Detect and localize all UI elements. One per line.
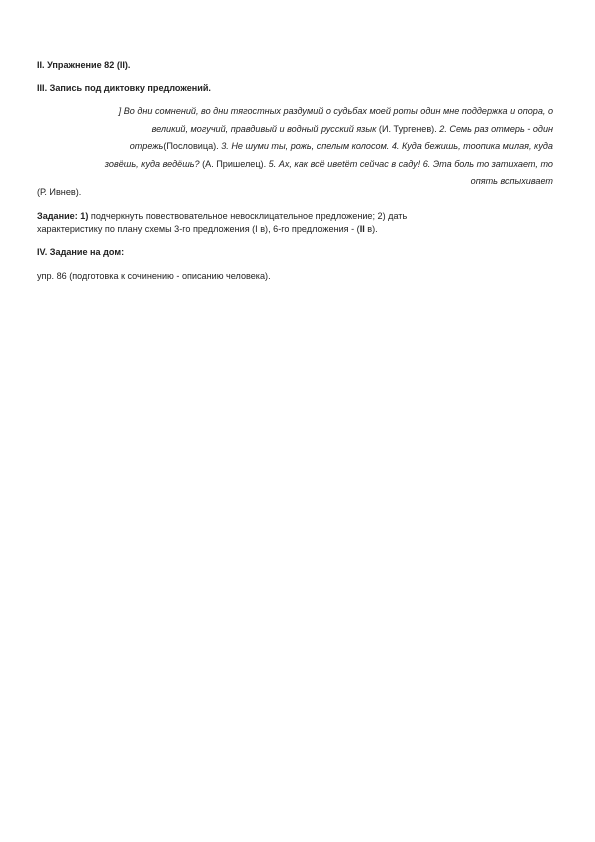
dictation-line [37, 141, 553, 152]
dictation-line [37, 159, 553, 170]
dictation-fragment: ] Во дни сомнений, во дни тягостных раздумий о судьбах моей роты один мне поддержка и опора, о [118, 106, 553, 116]
task-text-2-end: в). [364, 224, 378, 234]
dictation-fragment: 5. Ах, как всё ивetёт сейчас в саду! 6. Эта боль то затихает, то [268, 158, 553, 169]
dictation-fragment: 3. Не шуми ты, рожь, спелым колосом. 4. Куда бежишь, тоопика милая, куда [221, 141, 553, 151]
dictation-fragment: великий, могучий, правдивый и водный русский язык [151, 123, 377, 134]
task-roman-bold: II [359, 224, 365, 234]
dictation-fragment: зовёшь, куда ведёшь? [104, 158, 200, 169]
dictation-fragment: (Пословица). [163, 141, 222, 151]
homework-text: упр. 86 (подготовка к сочинению - описанию человека). [37, 271, 271, 281]
section-3-heading: III. Запись под диктовку предложений. [37, 83, 211, 93]
task-line-2 [37, 224, 378, 235]
dictation-fragment: (А. Пришелец). [199, 158, 269, 169]
dictation-fragment: (И. Тургенев). [376, 123, 440, 134]
dictation-source: (Р. Ивнев). [37, 187, 82, 197]
dictation-line [37, 106, 553, 117]
dictation-line [37, 124, 553, 135]
dictation-fragment: 2. Семь раз отмерь - один [439, 123, 553, 134]
section-4-heading: IV. Задание на дом: [37, 247, 125, 257]
dictation-fragment: отрежь [129, 141, 164, 151]
dictation-fragment: опять вспыхивает [470, 176, 553, 186]
task-text-1: подчеркнуть повествовательное невосклицательное предложение; 2) дать [88, 211, 408, 221]
task-text-2: характеристику по плану схемы 3-го предложения (I в), 6-го предложения - ( [37, 224, 360, 234]
section-2-heading: II. Упражнение 82 (II). [37, 60, 131, 70]
task-label: Задание: 1) [37, 211, 89, 221]
task-line-1 [37, 211, 407, 222]
dictation-line [37, 176, 553, 187]
dictation-text [37, 106, 553, 194]
